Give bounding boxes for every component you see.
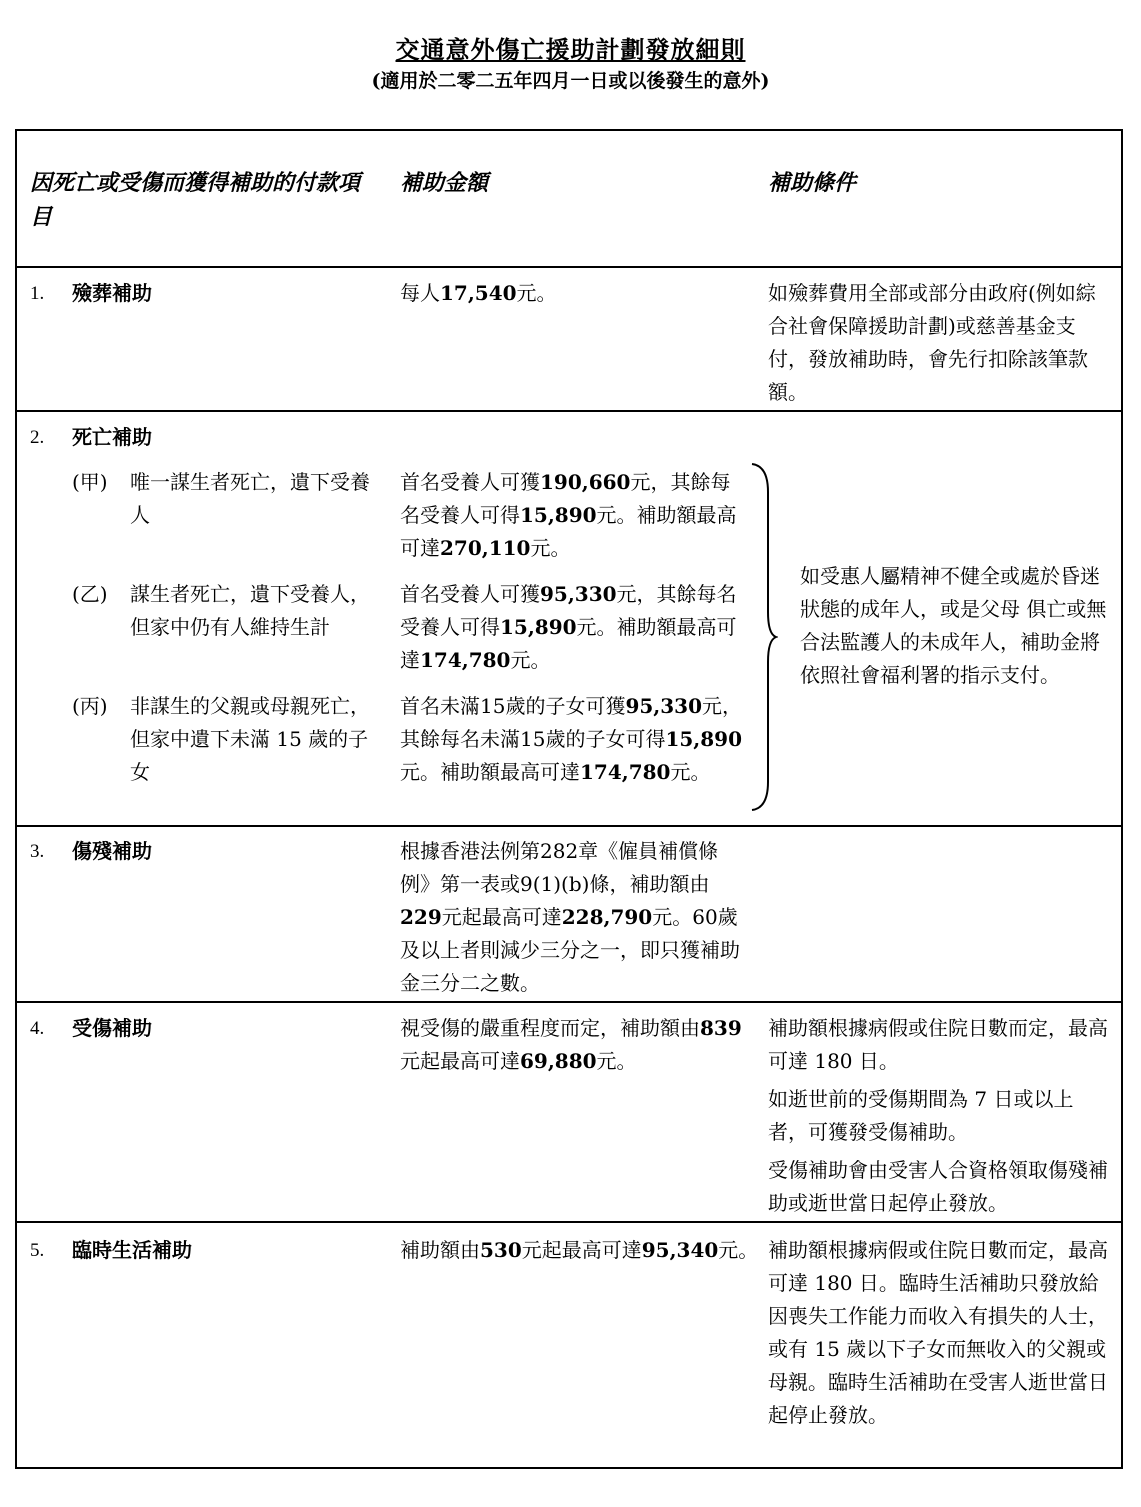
right-brace-icon [748, 462, 778, 812]
row-number: 3. [30, 841, 45, 862]
conditions-interim: 補助額根據病假或住院日數而定，最高可達 180 日。臨時生活補助只發放給因喪失工作能力而收入有損失的人士，或有 15 歲以下子女而無收入的父親或母親。臨時生活補助在受害人逝世當日起停止發放。 [768, 1238, 1108, 1427]
row-divider [15, 1001, 1123, 1003]
conditions-funeral: 如殮葬費用全部或部分由政府(例如綜合社會保障援助計劃)或慈善基金支付，發放補助時，會先行扣除該筆款額。 [768, 281, 1096, 404]
sub-label-a: (甲) [72, 470, 108, 494]
amount-death-b: 首名受養人可獲95,330元，其餘每名受養人可得15,890元。補助額最高可達174,780元。 [400, 582, 737, 672]
sub-text-a: 唯一謀生者死亡，遺下受養人 [130, 470, 370, 527]
conditions-injury-3: 受傷補助會由受害人合資格領取傷殘補助或逝世當日起停止發放。 [768, 1158, 1108, 1215]
header-amount: 補助金額 [400, 170, 489, 196]
row-divider [15, 825, 1123, 827]
item-death: 死亡補助 [72, 425, 152, 449]
row-divider [15, 410, 1123, 412]
sub-label-b: (乙) [72, 582, 108, 606]
row-divider [15, 266, 1123, 268]
row-divider [15, 1221, 1123, 1223]
sub-label-c: (丙) [72, 694, 108, 718]
document-title: 交通意外傷亡援助計劃發放細則 [395, 35, 746, 64]
sub-text-b: 謀生者死亡，遺下受養人，但家中仍有人維持生計 [130, 582, 370, 639]
amount-death-a: 首名受養人可獲190,660元，其餘每名受養人可得15,890元。補助額最高可達270,110元。 [400, 470, 737, 560]
conditions-injury-2: 如逝世前的受傷期間為 7 日或以上者，可獲發受傷補助。 [768, 1087, 1074, 1144]
sub-text-c: 非謀生的父親或母親死亡， 但家中遺下未滿 15 歲的子女 [130, 694, 370, 784]
document-subtitle: (適用於二零二五年四月一日或以後發生的意外) [371, 70, 770, 92]
amount-disability: 根據香港法例第282章《僱員補償條例》第一表或9(1)(b)條，補助額由229元起最高可達228,790元。60歲及以上者則減少三分之一，即只獲補助金三分二之數。 [400, 839, 740, 995]
row-number: 4. [30, 1018, 45, 1039]
header-conditions: 補助條件 [768, 170, 857, 196]
item-interim: 臨時生活補助 [72, 1238, 192, 1262]
conditions-injury-1: 補助額根據病假或住院日數而定，最高可達 180 日。 [768, 1016, 1108, 1073]
amount-death-c: 首名未滿15歲的子女可獲95,330元，其餘每名未滿15歲的子女可得15,890元。補助額最高可達174,780元。 [400, 694, 742, 784]
header-item: 因死亡或受傷而獲得補助的付款項目 [30, 170, 361, 230]
item-funeral: 殮葬補助 [72, 281, 152, 305]
amount-interim: 補助額由530元起最高可達95,340元。 [400, 1238, 759, 1262]
amount-funeral: 每人17,540元。 [400, 281, 557, 305]
item-injury: 受傷補助 [72, 1016, 152, 1040]
item-disability: 傷殘補助 [72, 839, 152, 863]
row-number: 1. [30, 283, 45, 304]
row-number: 5. [30, 1240, 45, 1261]
amount-injury: 視受傷的嚴重程度而定，補助額由839元起最高可達69,880元。 [400, 1016, 742, 1073]
row-number: 2. [30, 427, 45, 448]
conditions-death: 如受惠人屬精神不健全或處於昏迷狀態的成年人，或是父母 俱亡或無合法監護人的未成年人，補助金將依照社會福利署的指示支付。 [800, 564, 1107, 687]
